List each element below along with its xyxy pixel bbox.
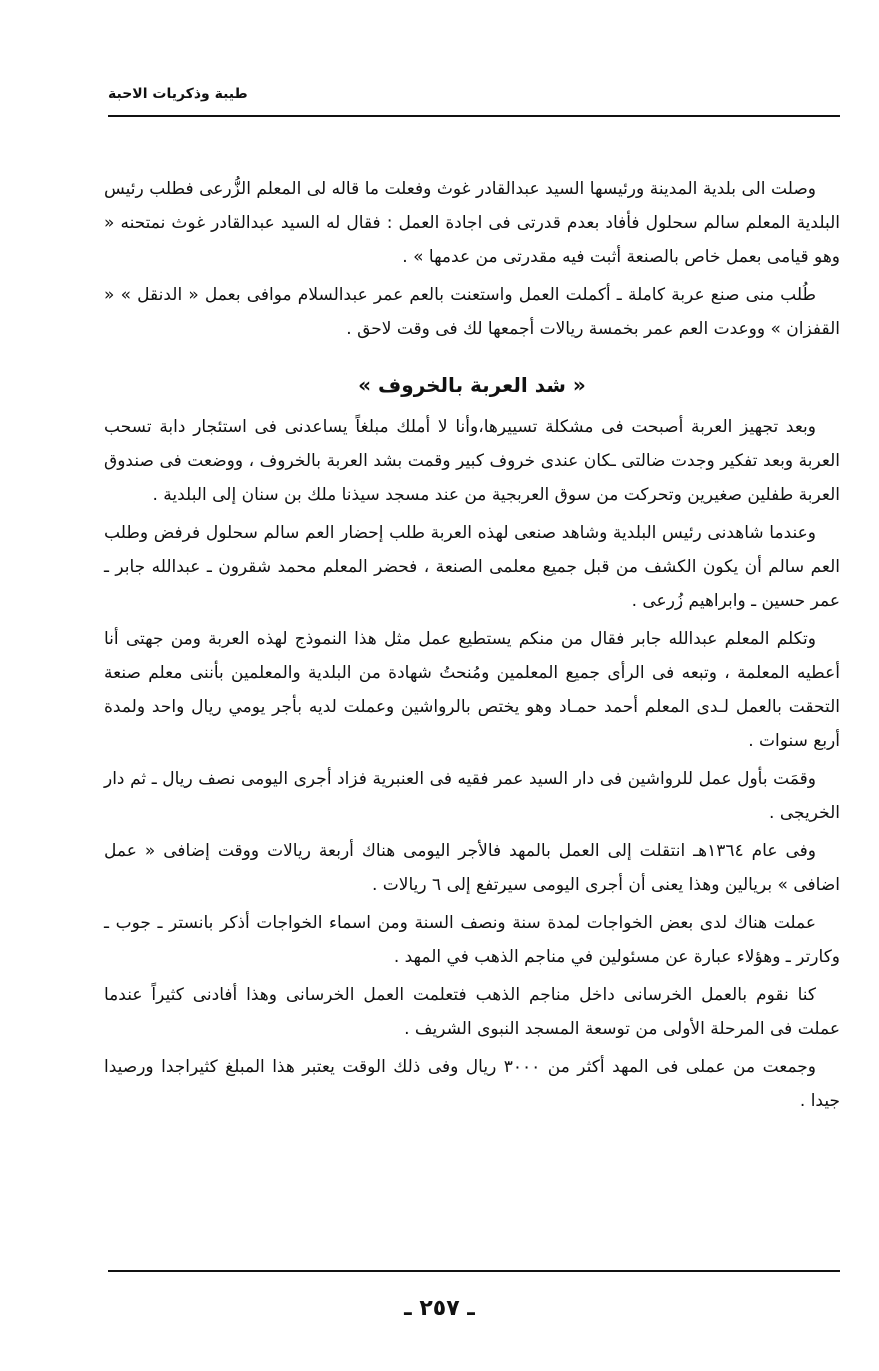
paragraph: وعندما شاهدنى رئيس البلدية وشاهد صنعى لهذه العربة طلب إحضار العم سالم سحلول فرفض وطلب العم سالم أن يكون الكشف من قبل جميع معلمى الصنعة ، فحضر المعلم محمد شقرون ـ عبدالله جابر ـ عمر حسين ـ وابراهيم زُرعى .: [104, 523, 840, 611]
paragraph: كنا نقوم بالعمل الخرسانى داخل مناجم الذهب فتعلمت العمل الخرسانى وهذا أفادنى كثيراً عندما عملت فى المرحلة الأولى من توسعة المسجد النبوى الشريف .: [104, 985, 840, 1039]
paragraph: وتكلم المعلم عبدالله جابر فقال من منكم يستطيع عمل مثل هذا النموذج لهذه العربة ومن جهتى أنا أعطيه المعلمة ، وتبعه فى الرأى جميع المعلمين ومُنحتُ شهادة من البلدية والمعلمين بأننى معلم صنعة التحقت بالعمل لـدى المعلم أحمد حمـاد وهو يختص بالرواشين وعملت لديه بأجر يومي ريال واحد ولمدة أربع سنوات .: [104, 629, 840, 751]
running-header: طيبة وذكريات الاحبة: [108, 86, 248, 102]
footer-rule: [108, 1270, 840, 1272]
paragraph: وبعد تجهيز العربة أصبحت فى مشكلة تسييرها،وأنا لا أملك مبلغاً يساعدنى فى استئجار دابة تسحب العربة وبعد تفكير وجدت ضالتى ـكان عندى خروف كبير وقمت بشد العربة بالخروف ، ووضعت فى صندوق العربة طفلين صغيرين وتحركت من سوق العربجية من عند مسجد سيذنا ملك بن سنان إلى البلدية .: [104, 417, 840, 505]
header-rule: [108, 115, 840, 117]
paragraph: وفى عام ١٣٦٤هـ انتقلت إلى العمل بالمهد فالأجر اليومى هناك أربعة ريالات ووقت إضافى « عمل اضافى » بريالين وهذا يعنى أن أجرى اليومى سيرتفع إلى ٦ ريالات .: [104, 841, 840, 895]
page-number: ـ ٢٥٧ ـ: [404, 1296, 475, 1321]
paragraph: وقمَت بأول عمل للرواشين فى دار السيد عمر فقيه فى العنبرية فزاد أجرى اليومى نصف ريال ـ ثم دار الخريجى .: [104, 769, 840, 823]
body-text: [104, 172, 840, 1118]
section-heading: « شد العربة بالخروف »: [358, 373, 586, 397]
paragraph: طُلب منى صنع عربة كاملة ـ أكملت العمل واستعنت بالعم عمر عبدالسلام موافى بعمل « الدنقل » « القفزان » ووعدت العم عمر بخمسة ريالات أجمعها لك فى وقت لاحق .: [104, 285, 840, 339]
paragraph: عملت هناك لدى بعض الخواجات لمدة سنة ونصف السنة ومن اسماء الخواجات أذكر بانستر ـ جوب ـ وكارتر ـ وهؤلاء عبارة عن مسئولين في مناجم الذهب في المهد .: [104, 913, 840, 967]
paragraph: وجمعت من عملى فى المهد أكثر من ٣٠٠٠ ريال وفى ذلك الوقت يعتبر هذا المبلغ كثيراجدا ورصيدا جيدا .: [104, 1057, 840, 1111]
paragraph: وصلت الى بلدية المدينة ورئيسها السيد عبدالقادر غوث وفعلت ما قاله لى المعلم الزُّرعى فطلب رئيس البلدية المعلم سالم سحلول فأفاد بعدم قدرتى فى اجادة العمل : فقال له السيد عبدالقادر غوث نمتحنه « وهو قيامى بعمل خاص بالصنعة أثبت فيه مقدرتى من عدمها » .: [104, 179, 840, 267]
